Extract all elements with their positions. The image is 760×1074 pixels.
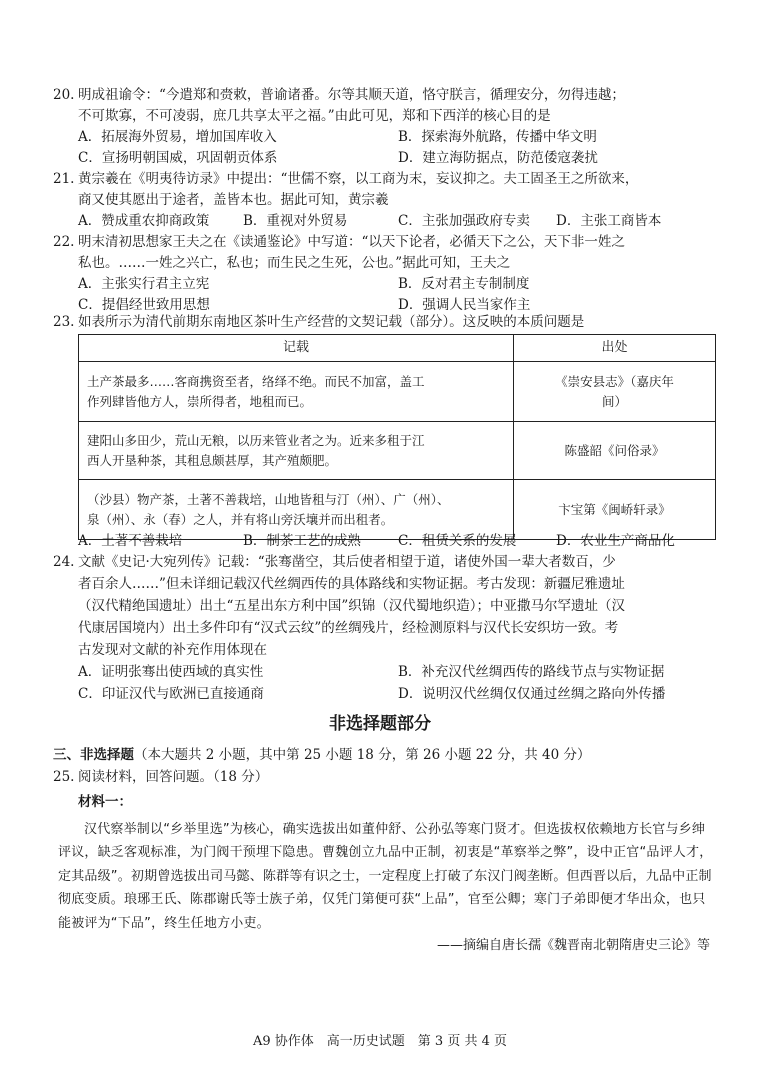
option-b: B．探索海外航路，传播中华文明 bbox=[398, 129, 597, 145]
question-number: 20. bbox=[53, 87, 75, 103]
question-stem: 阅读材料，回答问题。（18 分） bbox=[78, 769, 269, 785]
record-line: （沙县）物产茶，土著不善栽培，山地皆租与汀（州）、广（州）、 bbox=[87, 491, 450, 507]
question-number: 22. bbox=[53, 234, 75, 250]
record-line: 土产茶最多……客商携资至者，络绎不绝。而民不加富，盖工 bbox=[87, 373, 425, 389]
part-heading bbox=[53, 745, 590, 765]
table-row bbox=[79, 362, 716, 422]
question-stem: 明成祖谕令：“今遣郑和赍敕，普谕诸番。尔等其顺天道，恪守朕言，循理安分，勿得违越； bbox=[78, 87, 625, 103]
option-d: D．主张工商皆本 bbox=[556, 213, 662, 229]
question-stem: 如表所示为清代前期东南地区茶叶生产经营的文契记载（部分）。这反映的本质问题是 bbox=[78, 314, 585, 330]
question-number: 21. bbox=[53, 171, 75, 187]
table-header: 记载 bbox=[79, 335, 514, 362]
source-table bbox=[78, 334, 716, 540]
table-row bbox=[79, 422, 716, 480]
page-footer: A9 协作体 高一历史试题 第 3 页 共 4 页 bbox=[253, 1034, 507, 1049]
question-stem: 商又使其愿出于途者，盖皆本也。据此可知，黄宗羲 bbox=[78, 192, 389, 208]
option-d: D．农业生产商品化 bbox=[556, 533, 675, 549]
option-d: D．说明汉代丝绸仅仅通过丝绸之路向外传播 bbox=[398, 686, 666, 702]
section-title: 非选择题部分 bbox=[329, 714, 431, 734]
option-a: A．土著不善栽培 bbox=[78, 533, 183, 549]
question-stem: 不可欺寡，不可凌弱，庶几共享太平之福。”由此可见，郑和下西洋的核心目的是 bbox=[78, 108, 551, 124]
source-cell: 卞宝第《闽峤轩录》 bbox=[514, 480, 716, 540]
option-a: A．拓展海外贸易，增加国库收入 bbox=[78, 129, 277, 145]
part-description: （本大题共 2 小题，其中第 25 小题 18 分，第 26 小题 22 分，共 40 分） bbox=[134, 747, 591, 763]
option-c: C．租赁关系的发展 bbox=[398, 533, 517, 549]
option-d: D．强调人民当家作主 bbox=[398, 297, 531, 313]
record-line: 泉（州）、永（春）之人，并有将山旁沃壤并而出租者。 bbox=[87, 511, 394, 527]
question-stem: 文献《史记·大宛列传》记载：“张骞凿空，其后使者相望于道，诸使外国一辈大者数百，少 bbox=[78, 554, 616, 570]
record-cell bbox=[79, 422, 514, 480]
record-line: 作列肆皆他方人，崇所得者，地租而已。 bbox=[87, 393, 313, 409]
option-c: C．印证汉代与欧洲已直接通商 bbox=[78, 686, 264, 702]
source-cell: 陈盛韶《问俗录》 bbox=[514, 422, 716, 480]
option-c: C．宣扬明朝国威，巩固朝贡体系 bbox=[78, 150, 278, 166]
table-header-row bbox=[79, 335, 716, 362]
source-line: 《崇安县志》（嘉庆年 bbox=[555, 373, 674, 389]
question-stem: 黄宗羲在《明夷待访录》中提出：“世儒不察，以工商为末，妄议抑之。夫工固圣王之所欲来， bbox=[78, 171, 639, 187]
material-citation: ——摘编自唐长孺《魏晋南北朝隋唐史三论》等 bbox=[436, 938, 710, 953]
question-number: 25. bbox=[53, 769, 75, 785]
option-b: B．补充汉代丝绸西传的路线节点与实物证据 bbox=[398, 664, 665, 680]
option-b: B．制茶工艺的成熟 bbox=[243, 533, 361, 549]
question-stem: 代康居国境内）出土多件印有“汉式云纹”的丝绸残片，经检测原料与汉代长安织坊一致。考 bbox=[78, 620, 619, 636]
option-a: A．主张实行君主立宪 bbox=[78, 276, 210, 292]
table-header: 出处 bbox=[514, 335, 716, 362]
part-label: 三、非选择题 bbox=[53, 747, 134, 763]
question-number: 23. bbox=[53, 314, 75, 330]
option-c: C．主张加强政府专卖 bbox=[398, 213, 530, 229]
record-cell bbox=[79, 362, 514, 422]
material-text: 汉代察举制以“乡举里选”为核心，确实选拔出如董仲舒、公孙弘等寒门贤才。但选拔权依赖地方长官与乡绅评议，缺乏客观标准，为门阀干预埋下隐患。曹魏创立九品中正制，初衷是“革察举之弊”，设中正官“品评人才，定其品级”。初期曾选拔出司马懿、陈群等有识之士，一定程度上打破了东汉门阀垄断。但西晋以后，九品中正制彻底变质。琅琊王氏、陈郡谢氏等士族子弟，仅凭门第便可获“上品”，官至公卿；寒门子弟即便才华出众，也只能被评为“下品”，终生任地方小吏。 bbox=[58, 822, 713, 931]
question-stem: 古发现对文献的补充作用体现在 bbox=[78, 642, 267, 658]
material-label: 材料一： bbox=[78, 794, 132, 810]
record-line: 建阳山多田少，荒山无粮，以历来管业者之为。近来多租于江 bbox=[87, 432, 425, 448]
source-cell bbox=[514, 362, 716, 422]
question-stem: 者百余人……”但未详细记载汉代丝绸西传的具体路线和实物证据。考古发现：新疆尼雅遗址 bbox=[78, 576, 625, 592]
question-number: 24. bbox=[53, 554, 75, 570]
source-line: 间） bbox=[601, 393, 627, 409]
question-stem: （汉代精绝国遗址）出土“五星出东方利中国”织锦（汉代蜀地织造）；中亚撒马尔罕遗址（汉 bbox=[78, 598, 626, 614]
option-a: A．证明张骞出使西域的真实性 bbox=[78, 664, 264, 680]
option-d: D．建立海防据点，防范倭寇袭扰 bbox=[398, 150, 598, 166]
record-line: 西人开垦种茶，其租息颇甚厚，其产殖颇肥。 bbox=[87, 452, 338, 468]
question-stem: 私也。……一姓之兴亡，私也；而生民之生死，公也。”据此可知，王夫之 bbox=[78, 255, 511, 271]
option-c: C．提倡经世致用思想 bbox=[78, 297, 210, 313]
option-b: B．重视对外贸易 bbox=[243, 213, 348, 229]
question-stem: 明末清初思想家王夫之在《读通鉴论》中写道：“以天下论者，必循天下之公，天下非一姓之 bbox=[78, 234, 625, 250]
option-a: A．赞成重农抑商政策 bbox=[78, 213, 210, 229]
option-b: B．反对君主专制制度 bbox=[398, 276, 530, 292]
